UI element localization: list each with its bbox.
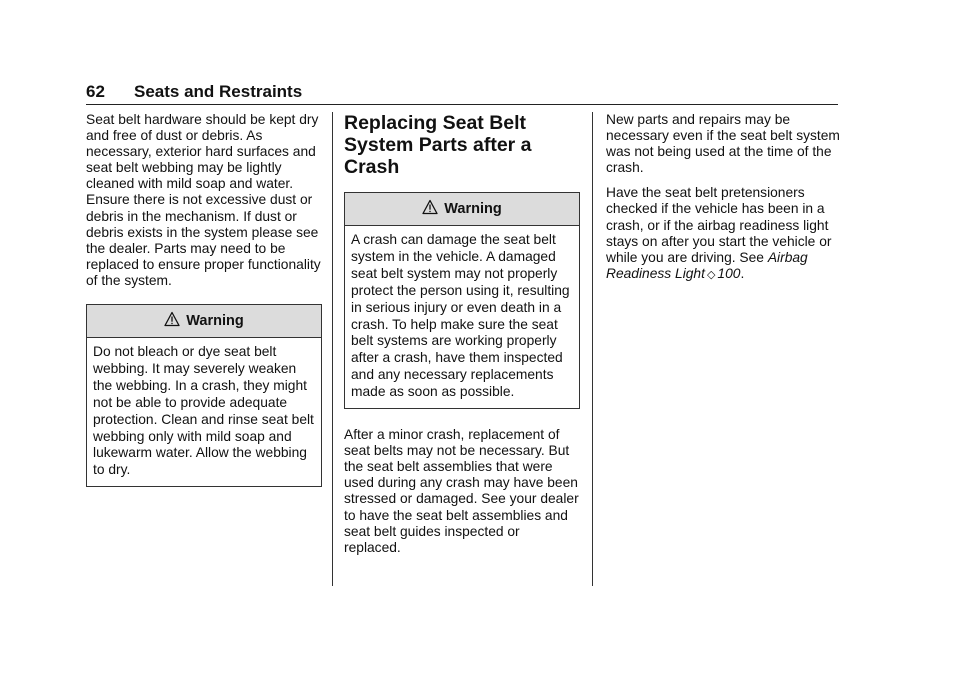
paragraph-text: Have the seat belt pretensioners checked if the vehicle has been in a crash, or if the airbag readiness light stays on after you start the vehicle or while you are driving. See (606, 185, 832, 265)
warning-text: A crash can damage the seat belt system in the vehicle. A damaged seat belt system may not properly protect the person using it, resulting in serious injury or even death in a crash. To help make sure the seat belt systems are working properly after a crash, have them inspected and any necessary replacements made as soon as possible. (351, 232, 570, 400)
paragraph-end: . (740, 265, 745, 281)
page-reference-arrow: ◇ (706, 268, 716, 281)
body-paragraph: New parts and repairs may be necessary even if the seat belt system was not being used at the time of the crash. (606, 112, 840, 176)
page-header (86, 82, 838, 105)
body-paragraph: After a minor crash, replacement of seat belts may not be necessary. But the seat belt assemblies that were used during any crash may have been stressed or damaged. See your dealer to have the seat belt assemblies and seat belt guides inspected or replaced. (344, 427, 579, 555)
warning-icon (164, 311, 180, 327)
cross-reference-link[interactable]: Airbag Readiness Light (606, 249, 808, 281)
warning-text: Do not bleach or dye seat belt webbing. It may severely weaken the webbing. In a crash, they might not be able to provide adequate protection. Clean and rinse seat belt webbing only with mild soap and lukewarm water. Allow the webbing to dry. (93, 344, 314, 478)
warning-header (87, 305, 321, 338)
body-paragraph (606, 185, 842, 283)
column-3 (606, 112, 842, 283)
section-heading: Replacing Seat Belt System Parts after a Crash (344, 112, 532, 178)
column-1 (86, 112, 322, 487)
page-number: 62 (86, 82, 105, 101)
body-paragraph: Seat belt hardware should be kept dry and free of dust or debris. As necessary, exterior hard surfaces and seat belt webbing may be lightly cleaned with mild soap and water. Ensure there is not excessive dust or debris in the mechanism. If dust or debris exists in the system please see the dealer. Parts may need to be replaced to ensure proper functionality of the system. (86, 112, 321, 288)
warning-box (344, 192, 580, 409)
warning-label: Warning (186, 312, 244, 329)
warning-header (345, 193, 579, 226)
warning-label: Warning (444, 200, 502, 217)
warning-box (86, 304, 322, 487)
column-divider (332, 112, 333, 586)
warning-icon (422, 199, 438, 215)
cross-reference-page[interactable]: 100 (717, 265, 741, 281)
column-divider (592, 112, 593, 586)
column-2 (344, 112, 580, 556)
section-title: Seats and Restraints (134, 82, 303, 101)
